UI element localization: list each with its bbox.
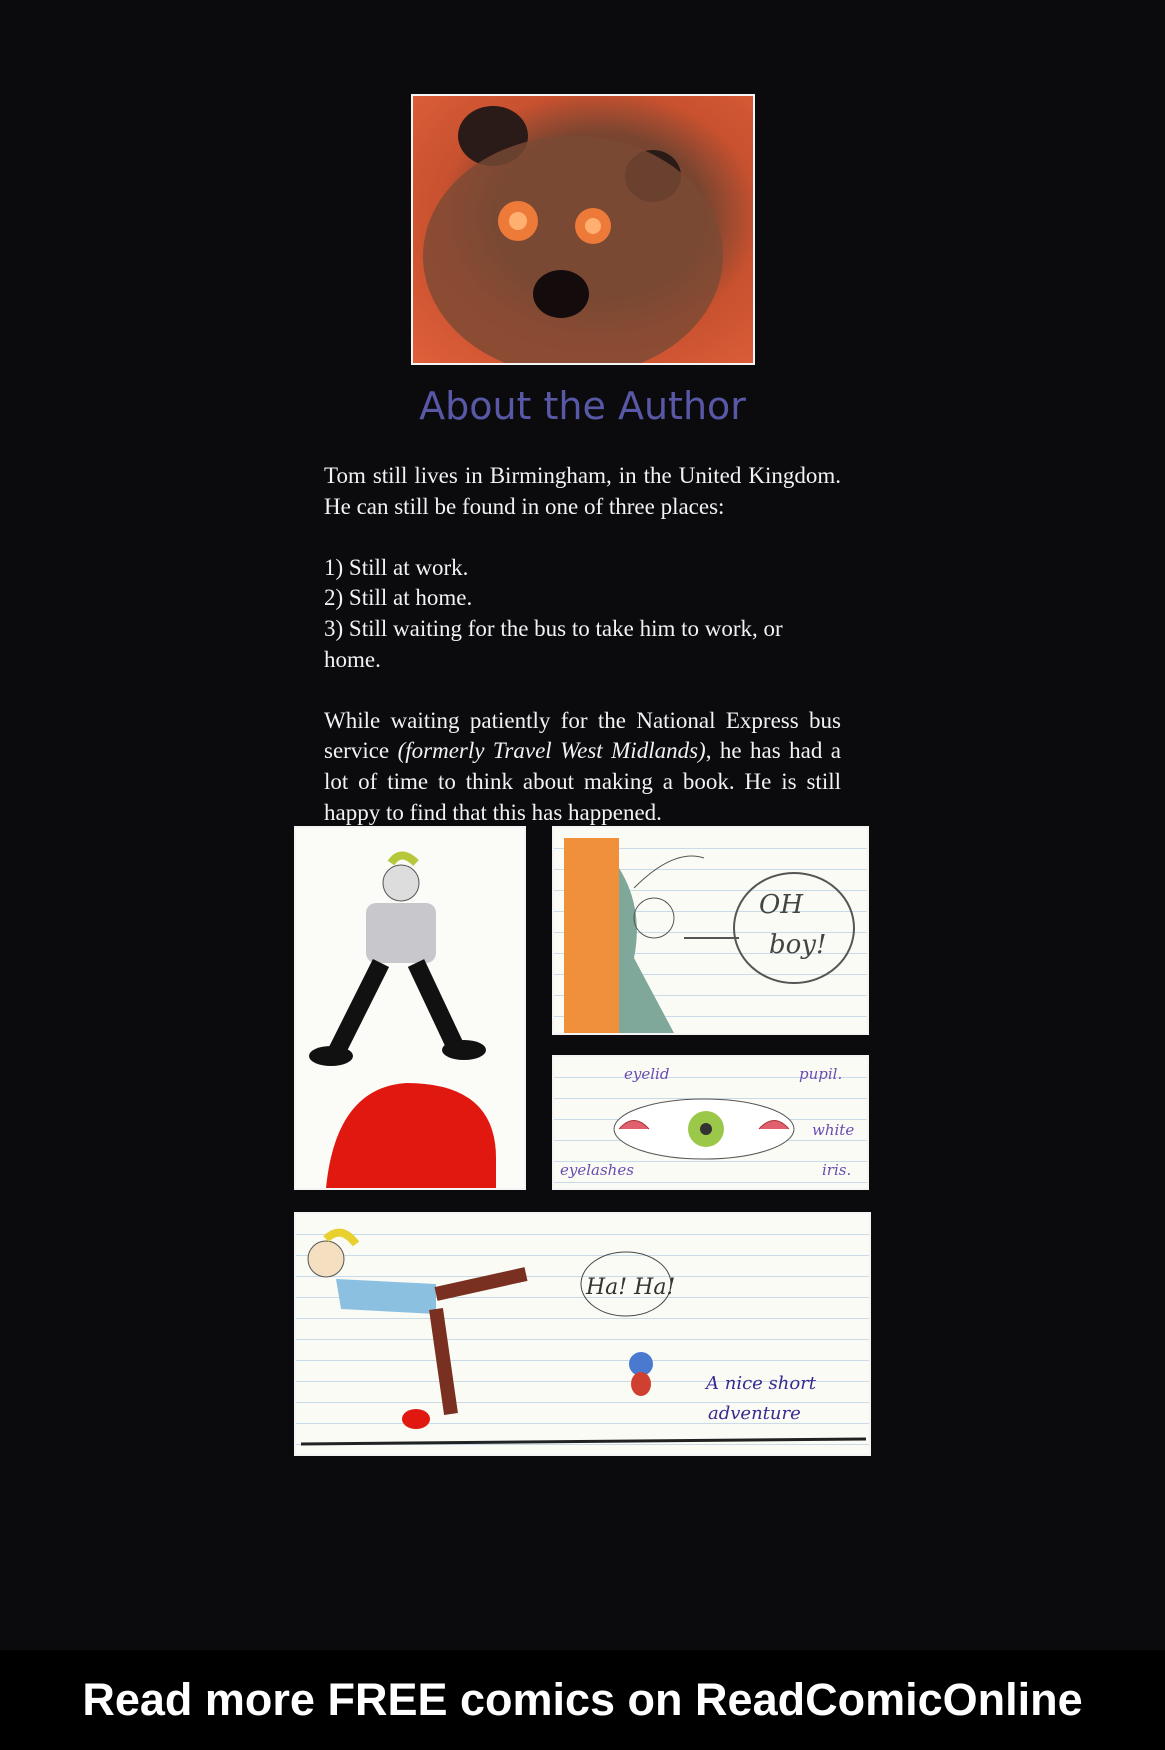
adventure-illustration bbox=[296, 1214, 869, 1454]
caption-text: A nice short bbox=[706, 1373, 817, 1394]
speech-text: Ha! Ha! bbox=[586, 1275, 676, 1300]
bear-drawing bbox=[413, 96, 753, 363]
promo-banner[interactable]: Read more FREE comics on ReadComicOnline bbox=[0, 1650, 1165, 1750]
list-item: 1) Still at work. bbox=[324, 554, 469, 580]
bio-text: While waiting patiently for the National Express bus service bbox=[324, 707, 841, 764]
oh-boy-illustration bbox=[554, 828, 867, 1033]
eye-diagram-drawing bbox=[552, 1055, 869, 1190]
speech-text: OH bbox=[759, 890, 803, 920]
speech-text: boy! bbox=[769, 930, 827, 960]
walking-man-illustration bbox=[296, 828, 524, 1188]
walking-man-drawing bbox=[294, 826, 526, 1190]
eye-label: eyelid bbox=[624, 1065, 670, 1083]
list-item: 3) Still waiting for the bus to take him to work, or home. bbox=[324, 615, 783, 672]
oh-boy-drawing bbox=[552, 826, 869, 1035]
list-item: 2) Still at home. bbox=[324, 585, 473, 611]
bio-paragraph bbox=[324, 706, 841, 828]
eye-label: iris. bbox=[822, 1161, 852, 1179]
author-bio bbox=[324, 461, 841, 859]
page-title: About the Author bbox=[419, 384, 746, 428]
bear-portrait-image bbox=[411, 94, 755, 365]
bio-italic-text: (formerly Travel West Midlands) bbox=[397, 738, 706, 764]
places-list bbox=[324, 553, 841, 675]
bio-text: , he has had a lot of time to think about making a book. He is still happy to find that this has happened. bbox=[324, 738, 841, 825]
bio-paragraph: Tom still lives in Birmingham, in the United Kingdom. He can still be found in one of three places: bbox=[324, 463, 841, 519]
eye-diagram-illustration bbox=[554, 1057, 867, 1188]
eye-label: eyelashes bbox=[560, 1161, 634, 1179]
nice-short-adventure-drawing bbox=[294, 1212, 871, 1456]
eye-label: pupil. bbox=[799, 1065, 843, 1083]
caption-text: adventure bbox=[708, 1403, 801, 1424]
eye-label: white bbox=[812, 1121, 855, 1139]
